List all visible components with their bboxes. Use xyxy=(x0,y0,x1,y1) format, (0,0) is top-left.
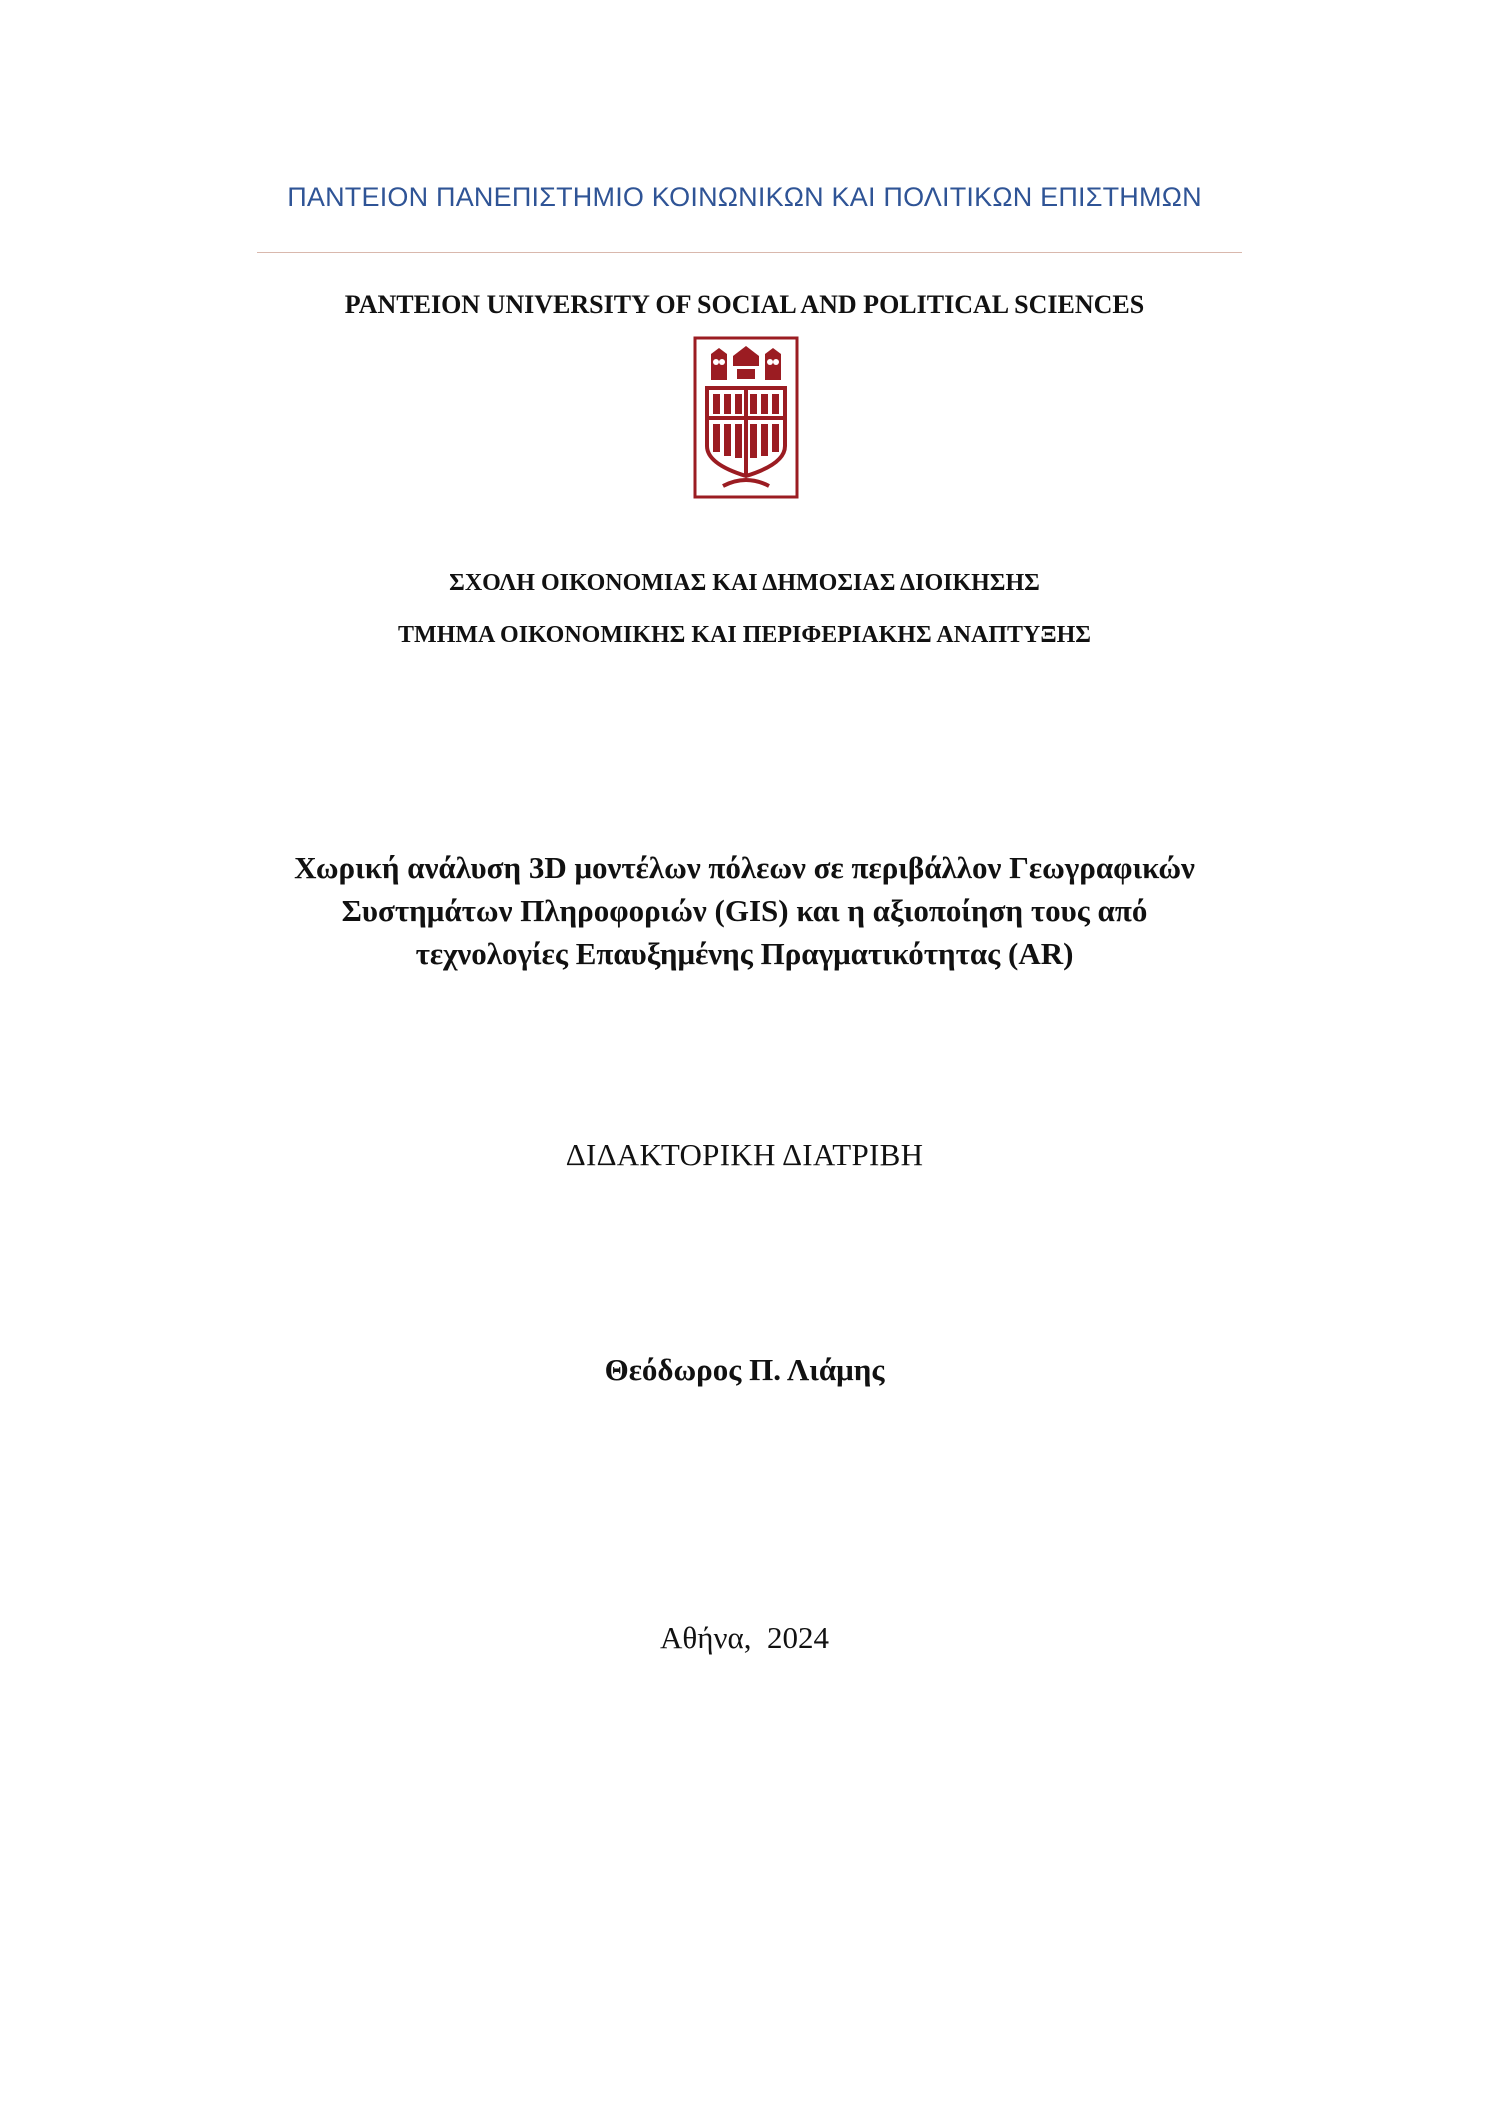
place-and-date: Αθήνα, 2024 xyxy=(660,1620,829,1655)
university-name-greek: ΠΑΝΤΕΙΟΝ ΠΑΝΕΠΙΣΤΗΜΙΟ ΚΟΙΝΩΝΙΚΩΝ ΚΑΙ ΠΟΛΙΤΙΚΩΝ ΕΠΙΣΤΗΜΩΝ xyxy=(287,182,1202,212)
thesis-title-line: Χωρική ανάλυση 3D μοντέλων πόλεων σε περιβάλλον Γεωγραφικών xyxy=(294,850,1195,885)
author-name: Θεόδωρος Π. Λιάμης xyxy=(604,1352,885,1387)
document-type: ΔΙΔΑΚΤΟΡΙΚΗ ΔΙΑΤΡΙΒΗ xyxy=(565,1137,924,1172)
school-name: ΣΧΟΛΗ ΟΙΚΟΝΟΜΙΑΣ ΚΑΙ ΔΗΜΟΣΙΑΣ ΔΙΟΙΚΗΣΗΣ xyxy=(449,570,1040,596)
thesis-title-line: τεχνολογίες Επαυξημένης Πραγματικότητας (AR) xyxy=(415,936,1074,971)
department-name: ΤΜΗΜΑ ΟΙΚΟΝΟΜΙΚΗΣ ΚΑΙ ΠΕΡΙΦΕΡΙΑΚΗΣ ΑΝΑΠΤΥΞΗΣ xyxy=(398,622,1091,648)
thesis-title-line: Συστημάτων Πληροφοριών (GIS) και η αξιοποίηση τους από xyxy=(341,893,1148,928)
university-name-english: PANTEION UNIVERSITY OF SOCIAL AND POLITICAL SCIENCES xyxy=(344,290,1145,319)
header-divider xyxy=(257,252,1242,253)
university-crest-icon xyxy=(693,336,799,499)
thesis-title xyxy=(0,846,1489,975)
